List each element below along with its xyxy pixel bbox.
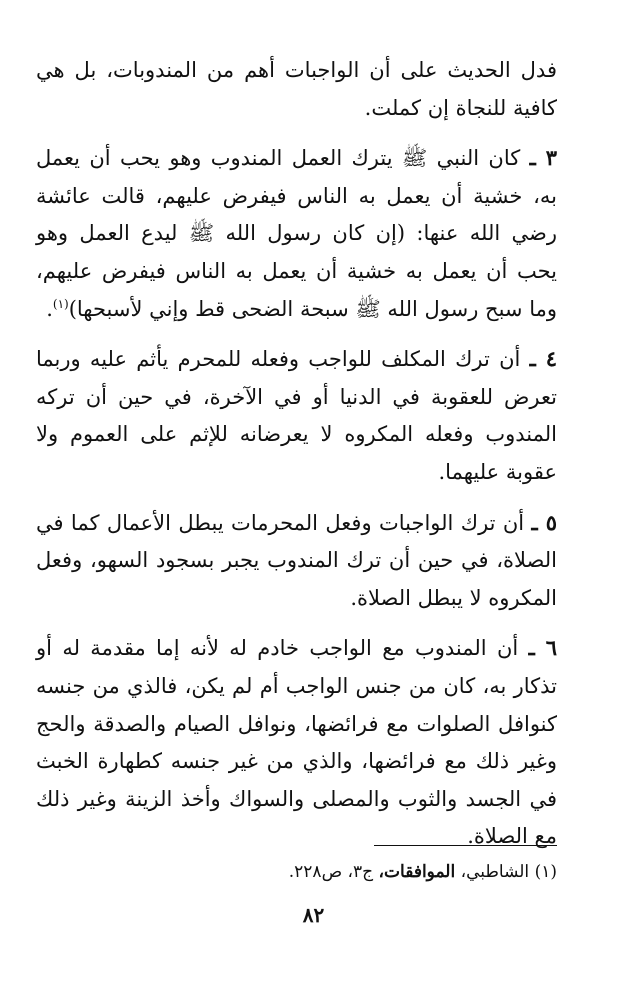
- paragraph-text: فدل الحديث على أن الواجبات أهم من المندوبات، بل هي كافية للنجاة إن كملت.: [36, 58, 557, 120]
- paragraph-text: كان النبي ﷺ يترك العمل المندوب وهو يحب أن يعمل به، خشية أن يعمل به الناس فيفرض عليهم، قالت عائشة رضي الله عنها: (إن كان رسول الله ﷺ ليدع العمل وهو يحب أن يعمل به خشية أن يعمل به الناس فيفرض عليهم، وما سبح رسول الله ﷺ سبحة الضحى قط وإني لأسبحها): [36, 146, 557, 321]
- paragraph-text: أن ترك الواجبات وفعل المحرمات يبطل الأعمال كما في الصلاة، في حين أن ترك المندوب يجبر بسجود السهو، وفعل المكروه لا يبطل الصلاة.: [36, 510, 557, 610]
- paragraph-4: [36, 340, 557, 491]
- footnote-marker: (١): [534, 862, 557, 882]
- paragraph-end: .: [46, 296, 53, 321]
- paragraph-number: ٥ ـ: [531, 509, 557, 535]
- footnote-book-title: الموافقات،: [378, 862, 456, 882]
- paragraph-number: ٤ ـ: [529, 346, 557, 372]
- paragraph-number: ٦ ـ: [528, 635, 557, 661]
- paragraph-number: ٣ ـ: [529, 145, 557, 171]
- paragraph-text: أن ترك المكلف للواجب وفعله للمحرم يأثم عليه وربما تعرض للعقوبة في الدنيا أو في الآخرة، في حين أن تركه المندوب وفعله المكروه لا يعرضانه للإثم على العموم ولا عقوبة عليهما.: [36, 347, 557, 484]
- paragraph-6: [36, 629, 557, 856]
- paragraph-3: [36, 139, 557, 328]
- footnote-divider: [374, 845, 557, 846]
- paragraph-5: [36, 504, 557, 618]
- footnote-reference[interactable]: (١): [52, 296, 69, 311]
- page-number: ٨٢: [302, 903, 325, 927]
- paragraph-text: أن المندوب مع الواجب خادم له لأنه إما مقدمة له أو تذكار به، كان من جنس الواجب أم لم يكن، فالذي من جنسه كنوافل الصلوات مع فرائضها، ونوافل الصيام والصدقة والحج وغير ذلك مع فرائضها، والذي من غير جنسه كطهارة الخبث في الجسد والثوب والمصلى والسواك وأخذ الزينة وغير ذلك مع الصلاة.: [36, 636, 557, 849]
- paragraph-intro: [36, 52, 557, 127]
- footnote-location: ج٣، ص٢٢٨.: [288, 862, 374, 882]
- footnote: [36, 858, 557, 886]
- footnote-author: الشاطبي،: [460, 862, 530, 882]
- page-body: [36, 52, 557, 856]
